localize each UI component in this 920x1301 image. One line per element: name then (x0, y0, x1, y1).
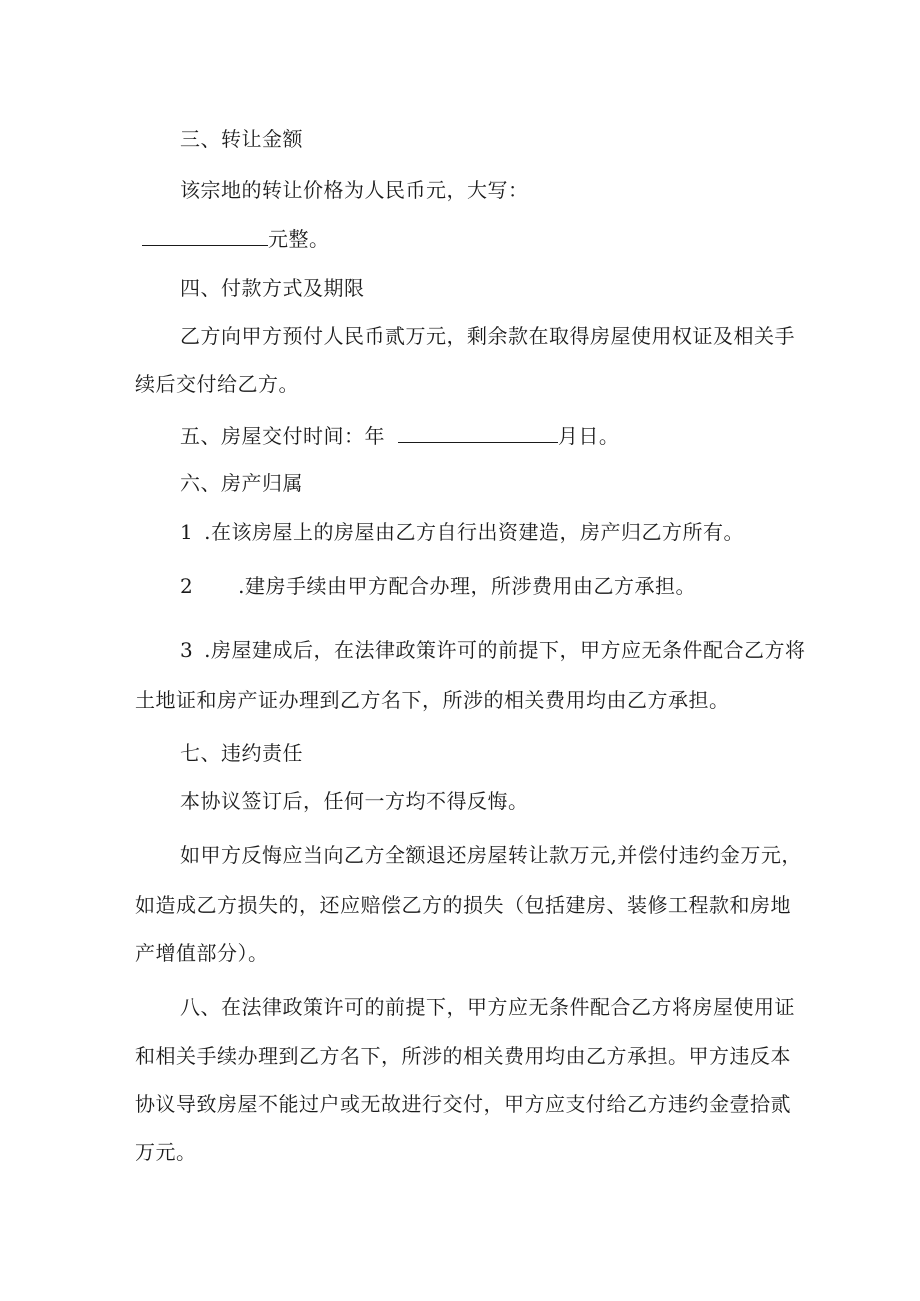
section8-line1: 八、在法律政策许可的前提下，甲方应无条件配合乙方将房屋使用证 (180, 995, 795, 1019)
amount-suffix: 元整。 (268, 227, 330, 251)
item1-number: 1 (180, 520, 194, 544)
item3-number: 3 (180, 638, 194, 662)
section7-penalty-line2: 如造成乙方损失的，还应赔偿乙方的损失（包括建房、装修工程款和房地 (135, 893, 791, 917)
section8-line4: 万元。 (135, 1140, 197, 1164)
section5-delivery-line (180, 424, 619, 448)
section7-penalty-line1: 如甲方反悔应当向乙方全额退还房屋转让款万元,并偿付违约金万元， (180, 843, 802, 867)
item1-text: .在该房屋上的房屋由乙方自行出资建造，房产归乙方所有。 (204, 520, 744, 544)
section8-line3: 协议导致房屋不能过户或无故进行交付，甲方应支付给乙方违约金壹拾贰 (135, 1092, 791, 1116)
item3-text-line2: 土地证和房产证办理到乙方名下，所涉的相关费用均由乙方承担。 (135, 688, 730, 712)
item2-text: .建房手续由甲方配合办理，所涉费用由乙方承担。 (238, 574, 696, 598)
item2 (180, 574, 696, 598)
section7-heading: 七、违约责任 (180, 741, 303, 765)
section4-text-line2: 续后交付给乙方。 (135, 372, 299, 396)
item1 (180, 520, 744, 544)
amount-blank[interactable] (142, 227, 268, 246)
section4-text-line1: 乙方向甲方预付人民币贰万元，剩余款在取得房屋使用权证及相关手 (180, 324, 795, 348)
section7-text: 本协议签订后，任何一方均不得反悔。 (180, 789, 529, 813)
item3-line1 (180, 638, 805, 662)
section7-penalty-line3: 产增值部分）。 (135, 941, 269, 965)
section3-amount-line (142, 227, 330, 251)
section6-heading: 六、房产归属 (180, 471, 303, 495)
item3-text-line1: .房屋建成后，在法律政策许可的前提下，甲方应无条件配合乙方将 (204, 638, 806, 662)
section5-suffix: 月日。 (557, 424, 620, 448)
section3-heading: 三、转让金额 (180, 127, 303, 151)
section4-heading: 四、付款方式及期限 (180, 276, 365, 300)
section3-text: 该宗地的转让价格为人民币元，大写： (180, 178, 529, 202)
section8-line2: 和相关手续办理到乙方名下，所涉的相关费用均由乙方承担。甲方违反本 (135, 1044, 791, 1068)
delivery-date-blank[interactable] (398, 424, 558, 443)
section5-label: 五、房屋交付时间：年 (180, 424, 385, 448)
item2-number: 2 (180, 574, 194, 598)
